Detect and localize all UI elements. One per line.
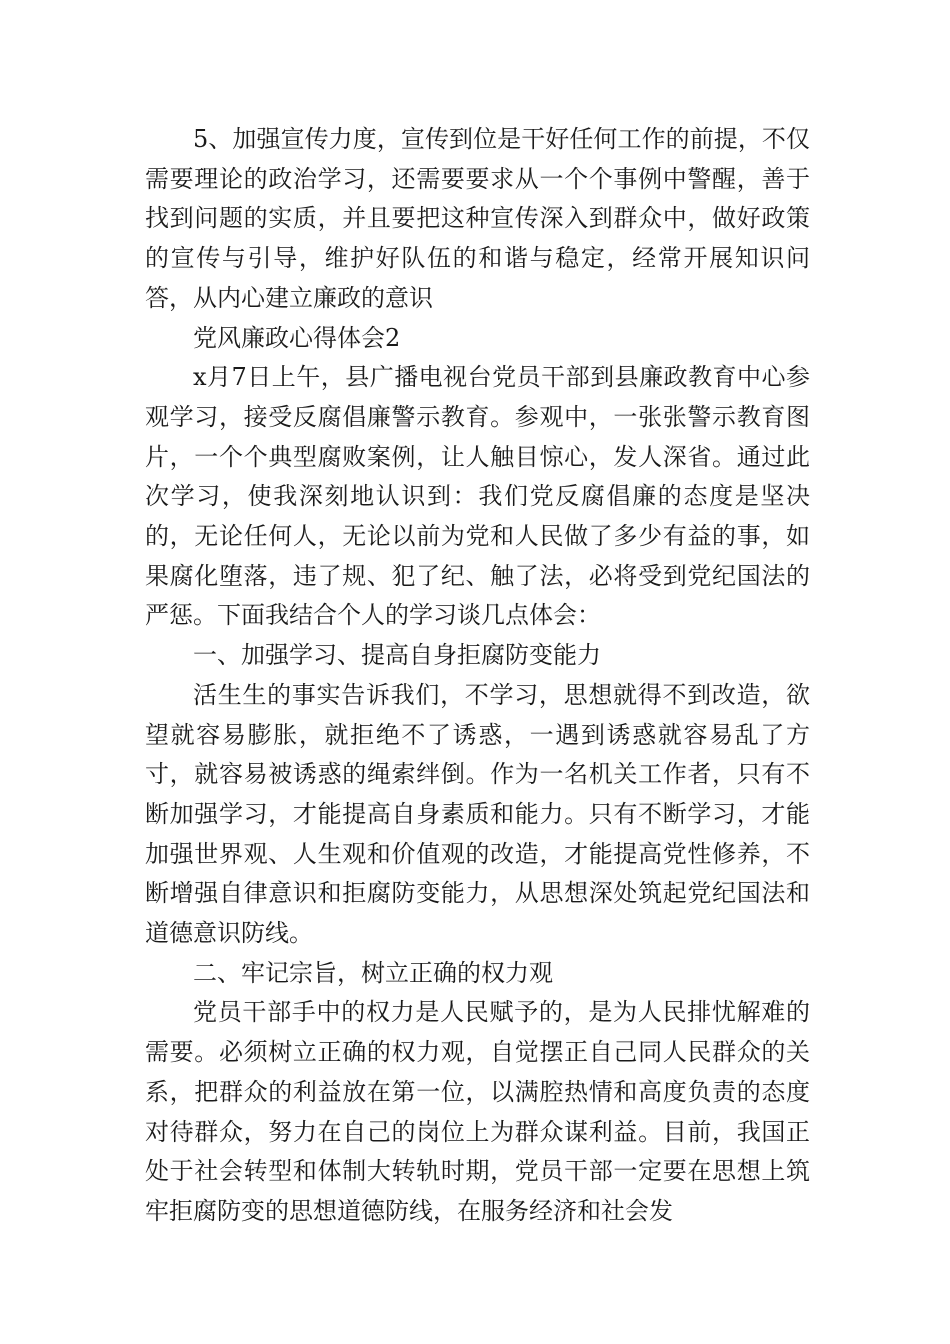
paragraph-intro: x月7日上午，县广播电视台党员干部到县廉政教育中心参观学习，接受反腐倡廉警示教育。参观中，一张张警示教育图片，一个个典型腐败案例，让人触目惊心，发人深省。通过此次学习，使我深刻地认识到：我们党反腐倡廉的态度是坚决的，无论任何人，无论以前为党和人民做了多少有益的事，如果腐化堕落，违了规、犯了纪、触了法，必将受到党纪国法的严惩。下面我结合个人的学习谈几点体会： [145,363,810,630]
section-title: 党风廉政心得体会2 [193,323,401,352]
paragraph-publicity: 5、加强宣传力度，宣传到位是干好任何工作的前提，不仅需要理论的政治学习，还需要要求从一个个事例中警醒，善于找到问题的实质，并且要把这种宣传深入到群众中，做好政策的宣传与引导，维护好队伍的和谐与稳定，经常开展知识问答，从内心建立廉政的意识 [145,125,810,312]
paragraph-study: 活生生的事实告诉我们，不学习，思想就得不到改造，欲望就容易膨胀，就拒绝不了诱惑，一遇到诱惑就容易乱了方寸，就容易被诱惑的绳索绊倒。作为一名机关工作者，只有不断加强学习，才能提高自身素质和能力。只有不断学习，才能加强世界观、人生观和价值观的改造，才能提高党性修养，不断增强自律意识和拒腐防变能力，从思想深处筑起党纪国法和道德意识防线。 [145,680,810,948]
paragraph-power: 党员干部手中的权力是人民赋予的，是为人民排忧解难的需要。必须树立正确的权力观，自觉摆正自己同人民群众的关系，把群众的利益放在第一位，以满腔热情和高度负责的态度对待群众，努力在自己的岗位上为群众谋利益。目前，我国正处于社会转型和体制大转轨时期，党员干部一定要在思想上筑牢拒腐防变的思想道德防线，在服务经济和社会发 [145,998,810,1225]
heading-two: 二、牢记宗旨，树立正确的权力观 [193,958,553,987]
document-body [145,120,810,1232]
heading-one: 一、加强学习、提高自身拒腐防变能力 [193,641,601,670]
